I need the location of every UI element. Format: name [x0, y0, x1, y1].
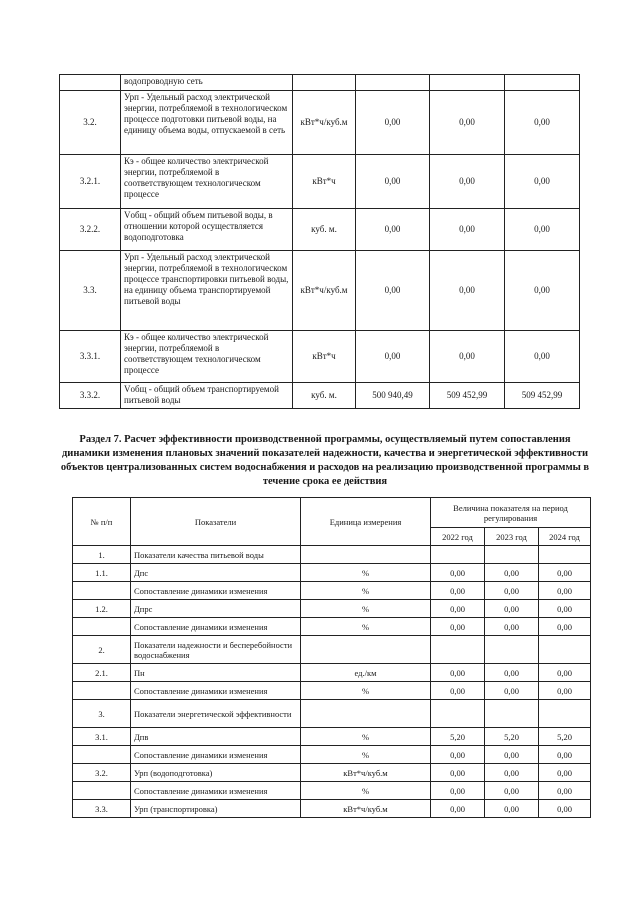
row-value-2024: 0,00 — [539, 664, 591, 682]
row-indicator: Дпс — [131, 564, 301, 582]
table-row — [73, 682, 591, 700]
row-indicator: Урп (водоподготовка) — [131, 764, 301, 782]
row-value-2023 — [485, 636, 539, 664]
table-row — [73, 800, 591, 818]
row-value-2022: 0,00 — [431, 782, 485, 800]
row-value-1: 0,00 — [356, 331, 430, 383]
table-row — [60, 251, 580, 331]
row-unit: % — [301, 682, 431, 700]
row-number: 1.2. — [73, 600, 131, 618]
row-unit: кВт*ч/куб.м — [293, 91, 356, 155]
row-number — [73, 746, 131, 764]
row-value-3: 0,00 — [505, 331, 580, 383]
row-value-1: 0,00 — [356, 91, 430, 155]
row-value-2024: 0,00 — [539, 764, 591, 782]
row-unit: ед./км — [301, 664, 431, 682]
row-value-2022: 0,00 — [431, 764, 485, 782]
row-value-2022 — [431, 546, 485, 564]
row-unit: % — [301, 746, 431, 764]
row-unit — [301, 546, 431, 564]
table-row — [60, 383, 580, 409]
table-row — [73, 700, 591, 728]
row-value-2023: 5,20 — [485, 728, 539, 746]
row-value-2024 — [539, 636, 591, 664]
row-value-2022: 0,00 — [431, 582, 485, 600]
row-value-1: 0,00 — [356, 155, 430, 209]
section-heading: Раздел 7. Расчет эффективности производственной программы, осуществляемый путем сопоставления динамики изменения плановых значений показателей надежности, качества и энергетической эффективности объектов централизованных систем водоснабжения и расходов на реализацию производственной программы в течение срока ее действия — [60, 434, 590, 487]
row-number: 1.1. — [73, 564, 131, 582]
row-unit: кВт*ч/куб.м — [301, 764, 431, 782]
row-value-2024: 0,00 — [539, 600, 591, 618]
row-value-2024: 0,00 — [539, 582, 591, 600]
row-value-2023: 0,00 — [485, 618, 539, 636]
row-value-1: 0,00 — [356, 209, 430, 251]
row-value-1: 0,00 — [356, 251, 430, 331]
row-description: Кэ - общее количество электрической энергии, потребляемой в соответствующем технологическом процессе — [121, 155, 293, 209]
row-value-2023: 0,00 — [485, 764, 539, 782]
row-unit: % — [301, 582, 431, 600]
row-value-2: 509 452,99 — [430, 383, 505, 409]
row-number: 3.1. — [73, 728, 131, 746]
table-row — [73, 782, 591, 800]
row-value-2022: 0,00 — [431, 664, 485, 682]
row-number: 3.3.2. — [60, 383, 121, 409]
row-indicator: Урп (транспортировка) — [131, 800, 301, 818]
header-number: № п/п — [73, 498, 131, 546]
row-value-3: 0,00 — [505, 155, 580, 209]
row-value-2024 — [539, 546, 591, 564]
table-row — [60, 209, 580, 251]
row-value-2023: 0,00 — [485, 664, 539, 682]
row-value-2024 — [539, 700, 591, 728]
header-year-2024: 2024 год — [539, 528, 591, 546]
row-indicator: Дпв — [131, 728, 301, 746]
row-number: 2.1. — [73, 664, 131, 682]
row-number: 3. — [73, 700, 131, 728]
row-unit: % — [301, 782, 431, 800]
row-unit: куб. м. — [293, 209, 356, 251]
row-number — [60, 75, 121, 91]
row-value-2022: 0,00 — [431, 746, 485, 764]
row-value-2024: 0,00 — [539, 800, 591, 818]
table-row — [60, 75, 580, 91]
row-description: Урп - Удельный расход электрической энергии, потребляемой в технологическом процессе подготовки питьевой воды, на единицу объема воды, отпускаемой в сеть — [121, 91, 293, 155]
row-number: 2. — [73, 636, 131, 664]
row-description: Vобщ - общий объем транспортируемой питьевой воды — [121, 383, 293, 409]
row-value-2022 — [431, 636, 485, 664]
row-indicator: Сопоставление динамики изменения — [131, 682, 301, 700]
row-value-3: 0,00 — [505, 91, 580, 155]
row-number: 3.3. — [73, 800, 131, 818]
row-value-2: 0,00 — [430, 331, 505, 383]
row-value-2022: 0,00 — [431, 618, 485, 636]
row-value-2024: 0,00 — [539, 618, 591, 636]
row-number — [73, 618, 131, 636]
row-number: 3.2.1. — [60, 155, 121, 209]
row-value-2022: 0,00 — [431, 600, 485, 618]
header-year-2022: 2022 год — [431, 528, 485, 546]
row-indicator: Показатели надежности и бесперебойности водоснабжения — [131, 636, 301, 664]
row-value-2024: 0,00 — [539, 564, 591, 582]
row-value-2023 — [485, 700, 539, 728]
row-number: 3.3. — [60, 251, 121, 331]
row-unit — [293, 75, 356, 91]
row-unit: кВт*ч/куб.м — [293, 251, 356, 331]
table-row — [73, 582, 591, 600]
row-number — [73, 682, 131, 700]
table-row — [73, 728, 591, 746]
row-description: Урп - Удельный расход электрической энергии, потребляемой в технологическом процессе транспортировки питьевой воды, на единицу объема транспортируемой питьевой воды — [121, 251, 293, 331]
table-row — [73, 764, 591, 782]
row-value-2024: 0,00 — [539, 746, 591, 764]
row-value-2023: 0,00 — [485, 682, 539, 700]
row-unit: кВт*ч — [293, 331, 356, 383]
row-number — [73, 582, 131, 600]
row-number: 3.3.1. — [60, 331, 121, 383]
header-unit: Единица измерения — [301, 498, 431, 546]
row-value-2023: 0,00 — [485, 600, 539, 618]
row-value-2: 0,00 — [430, 251, 505, 331]
row-value-2024: 0,00 — [539, 782, 591, 800]
row-value-2 — [430, 75, 505, 91]
row-description: Vобщ - общий объем питьевой воды, в отношении которой осуществляется водоподготовка — [121, 209, 293, 251]
row-unit: % — [301, 728, 431, 746]
row-value-2022: 0,00 — [431, 800, 485, 818]
row-value-2022: 5,20 — [431, 728, 485, 746]
row-unit — [301, 636, 431, 664]
row-value-2022: 0,00 — [431, 682, 485, 700]
row-indicator: Сопоставление динамики изменения — [131, 782, 301, 800]
row-unit: кВт*ч/куб.м — [301, 800, 431, 818]
row-unit: % — [301, 564, 431, 582]
row-indicator: Дпрс — [131, 600, 301, 618]
row-description: Кэ - общее количество электрической энергии, потребляемой в соответствующем технологическом процессе — [121, 331, 293, 383]
row-value-2: 0,00 — [430, 209, 505, 251]
row-value-2023 — [485, 546, 539, 564]
row-number: 3.2.2. — [60, 209, 121, 251]
table-row — [60, 91, 580, 155]
table-row — [73, 664, 591, 682]
row-value-2: 0,00 — [430, 91, 505, 155]
row-value-2023: 0,00 — [485, 782, 539, 800]
row-value-2023: 0,00 — [485, 582, 539, 600]
row-value-2023: 0,00 — [485, 564, 539, 582]
row-number: 1. — [73, 546, 131, 564]
row-value-1: 500 940,49 — [356, 383, 430, 409]
table-row — [60, 331, 580, 383]
row-indicator: Сопоставление динамики изменения — [131, 746, 301, 764]
header-indicator: Показатели — [131, 498, 301, 546]
table-row — [73, 546, 591, 564]
row-value-3: 509 452,99 — [505, 383, 580, 409]
indicators-table-continued — [59, 74, 580, 409]
row-indicator: Сопоставление динамики изменения — [131, 582, 301, 600]
header-year-2023: 2023 год — [485, 528, 539, 546]
row-value-2024: 5,20 — [539, 728, 591, 746]
row-value-2022: 0,00 — [431, 564, 485, 582]
row-unit — [301, 700, 431, 728]
row-indicator: Пн — [131, 664, 301, 682]
row-number — [73, 782, 131, 800]
row-number: 3.2. — [73, 764, 131, 782]
row-value-3 — [505, 75, 580, 91]
row-number: 3.2. — [60, 91, 121, 155]
row-value-2022 — [431, 700, 485, 728]
row-indicator: Сопоставление динамики изменения — [131, 618, 301, 636]
row-indicator: Показатели энергетической эффективности — [131, 700, 301, 728]
row-unit: куб. м. — [293, 383, 356, 409]
row-value-2024: 0,00 — [539, 682, 591, 700]
row-value-2023: 0,00 — [485, 800, 539, 818]
row-unit: кВт*ч — [293, 155, 356, 209]
row-unit: % — [301, 600, 431, 618]
row-value-1 — [356, 75, 430, 91]
table-row — [60, 155, 580, 209]
efficiency-table — [72, 497, 591, 818]
table-row — [73, 746, 591, 764]
table-row — [73, 600, 591, 618]
row-description: водопроводную сеть — [121, 75, 293, 91]
table-header-row — [73, 498, 591, 528]
row-value-2: 0,00 — [430, 155, 505, 209]
row-value-3: 0,00 — [505, 209, 580, 251]
row-indicator: Показатели качества питьевой воды — [131, 546, 301, 564]
row-value-2023: 0,00 — [485, 746, 539, 764]
table-row — [73, 636, 591, 664]
row-unit: % — [301, 618, 431, 636]
row-value-3: 0,00 — [505, 251, 580, 331]
table-row — [73, 564, 591, 582]
table-row — [73, 618, 591, 636]
header-value-group: Величина показателя на период регулирования — [431, 498, 591, 528]
